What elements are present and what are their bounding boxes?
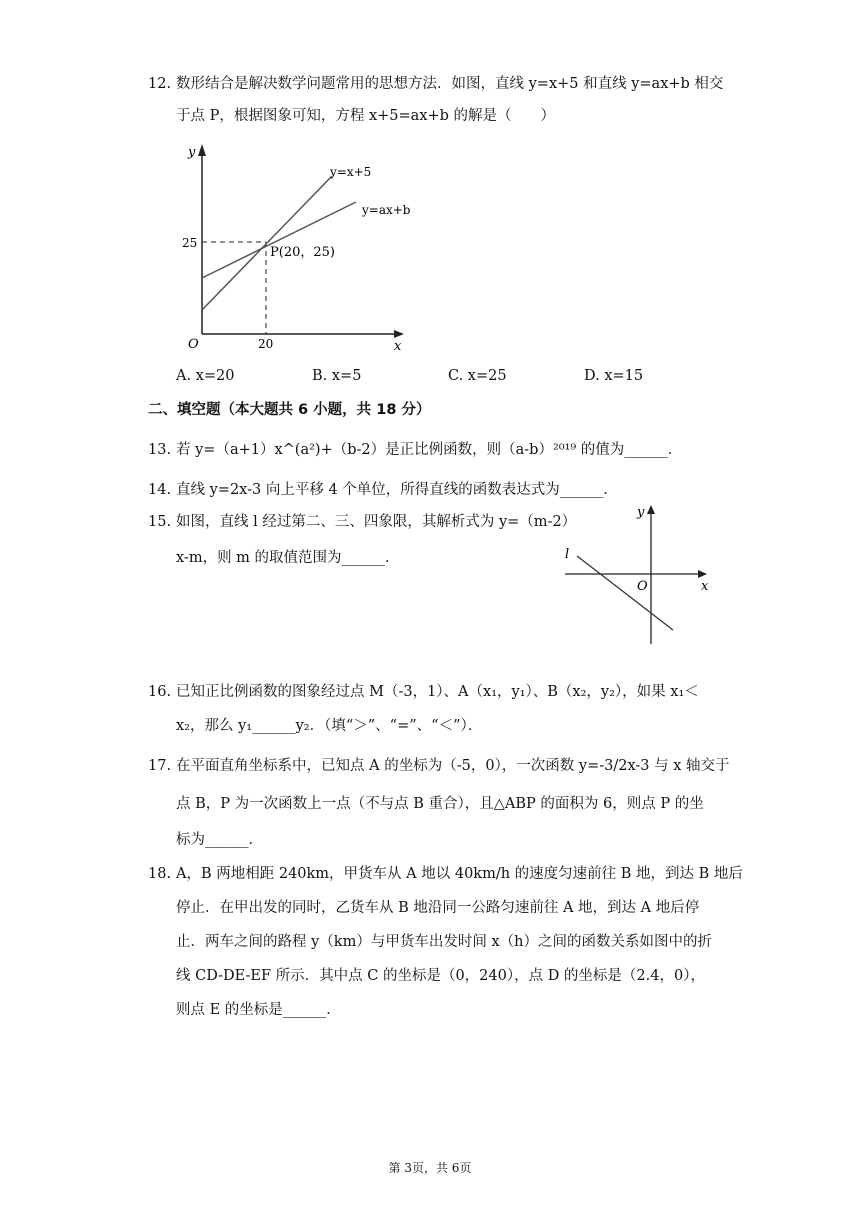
line-1-label: y=x+5 [330,165,372,179]
question-18-text-line-2: 停止．在甲出发的同时，乙货车从 B 地沿同一公路匀速前往 A 地，到达 A 地后停 [176,900,700,916]
y-tick-label: 25 [182,236,198,250]
option-d: D. x=15 [584,368,644,384]
question-number: 12. [148,76,172,92]
question-number: 14. [148,482,172,498]
question-17-text-line-1: 在平面直角坐标系中，已知点 A 的坐标为（-5，0），一次函数 y=-3/2x-3 与 x 轴交于 [176,758,730,774]
question-14-text: 直线 y=2x-3 向上平移 4 个单位，所得直线的函数表达式为______． [176,482,618,498]
question-18-text-line-3: 止．两车之间的路程 y（km）与甲货车出发时间 x（h）之间的函数关系如图中的折 [176,934,712,950]
question-18-text-line-5: 则点 E 的坐标是______． [176,1002,341,1018]
y-axis-label: y [637,505,645,520]
option-c: C. x=25 [448,368,507,384]
origin-label: O [188,337,199,352]
x-axis-label: x [394,339,402,354]
x-tick-label: 20 [258,337,274,351]
y-axis-label: y [188,145,196,160]
question-17-text-line-3: 标为______． [176,832,263,848]
question-13-text: 若 y=（a+1）x^(a²)+（b-2）是正比例函数，则（a-b）²⁰¹⁹ 的值为______． [176,442,683,458]
question-15-text-line-2: x-m，则 m 的取值范围为______． [176,550,400,566]
line-l-label: l [565,547,570,562]
question-number: 17. [148,758,172,774]
line-2-label: y=ax+b [362,203,410,217]
question-number: 18. [148,866,172,882]
question-18-text-line-4: 线 CD-DE-EF 所示．其中点 C 的坐标是（0，240），点 D 的坐标是（2.4，0）， [176,968,705,984]
question-17-text-line-2: 点 B，P 为一次函数上一点（不与点 B 重合），且△ABP 的面积为 6，则点 P 的坐 [176,796,704,812]
point-p-label: P(20，25) [270,245,335,260]
question-number: 13. [148,442,172,458]
question-12-text-line-1: 数形结合是解决数学问题常用的思想方法．如图，直线 y=x+5 和直线 y=ax+b 相交 [176,76,724,92]
option-a: A. x=20 [176,368,235,384]
question-15-text-line-1: 如图，直线 l 经过第二、三、四象限，其解析式为 y=（m-2） [176,514,577,530]
question-12-graph [170,138,410,354]
x-axis-label: x [701,579,709,594]
question-16-text-line-2: x₂，那么 y₁______y₂．（填“＞”、“=”、“＜”）． [176,718,483,734]
origin-label: O [637,579,648,594]
section-heading: 二、填空题（本大题共 6 小题，共 18 分） [148,402,431,418]
question-12-text-line-2: 于点 P，根据图象可知，方程 x+5=ax+b 的解是（ ） [176,108,556,124]
page-footer: 第 3页，共 6页 [388,1161,472,1175]
question-16-text-line-1: 已知正比例函数的图象经过点 M（-3，1）、A（x₁，y₁）、B（x₂，y₂），如果 x₁＜ [176,684,699,700]
question-15-graph [555,500,720,650]
question-18-text-line-1: A，B 两地相距 240km，甲货车从 A 地以 40km/h 的速度匀速前往 B 地，到达 B 地后 [176,866,743,882]
question-number: 15. [148,514,172,530]
option-b: B. x=5 [312,368,362,384]
question-number: 16. [148,684,172,700]
